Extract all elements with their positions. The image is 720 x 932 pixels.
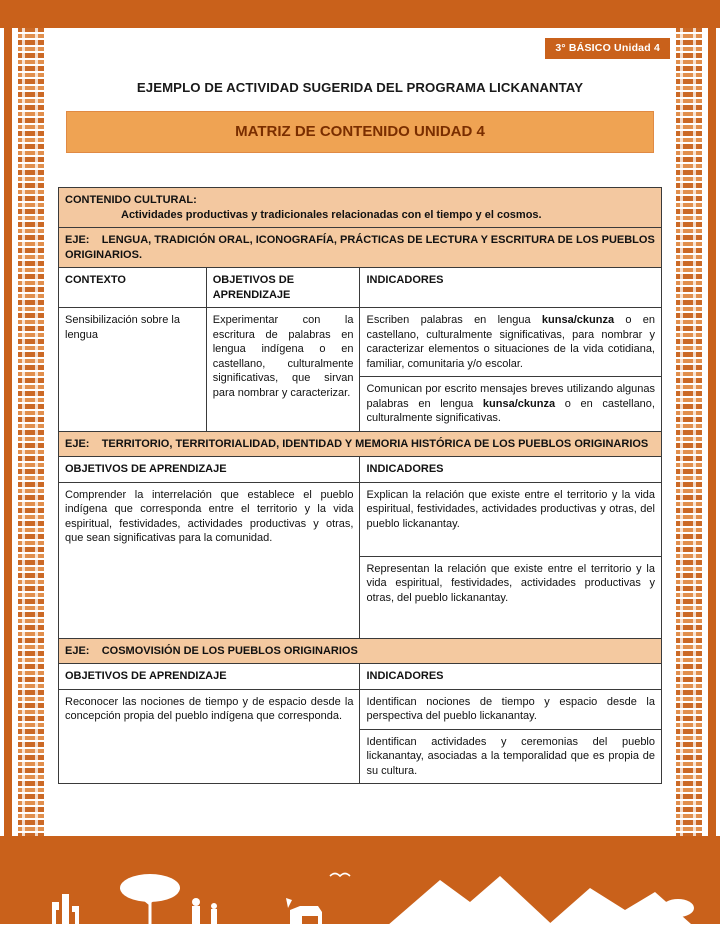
cell-indicador-3-1: Identifican nociones de tiempo y espacio desde la perspectiva del pueblo lickanantay. [360,689,662,729]
footer-landscape [0,836,720,932]
table-row [59,228,662,268]
table-row [59,482,662,556]
cell-indicador-3-2: Identifican actividades y ceremonias del pueblo lickanantay, asociadas a la temporalidad que es propia de su cultura. [360,729,662,784]
top-decorative-bar [0,0,720,28]
table-row [59,638,662,664]
eje-title-3: COSMOVISIÓN DE LOS PUEBLOS ORIGINARIOS [101,644,358,657]
table-row [59,457,662,483]
column-header-objetivos-2: OBJETIVOS DE APRENDIZAJE [59,457,360,483]
eje-row-3 [59,638,662,664]
table-row [59,268,662,308]
table-row [59,431,662,457]
cell-contexto-1: Sensibilización sobre la lengua [59,308,207,432]
eje-title-2: TERRITORIO, TERRITORIALIDAD, IDENTIDAD Y MEMORIA HISTÓRICA DE LOS PUEBLOS ORIGINARIOS [101,437,649,450]
cell-indicador-2-1: Explican la relación que existe entre el territorio y la vida espiritual, festividades, actividades productivas y otras, del pueblo lickanantay. [360,482,662,556]
eje-title-1: LENGUA, TRADICIÓN ORAL, ICONOGRAFÍA, PRÁCTICAS DE LECTURA Y ESCRITURA DE LOS PUEBLOS ORIGINARIOS. [65,234,655,261]
table-row [59,308,662,377]
left-ornament-overlay [18,28,44,838]
table-row [59,664,662,690]
left-edge-strip [4,28,12,838]
eje-label-1: EJE: [65,234,90,247]
content-matrix-table [58,187,662,784]
cell-indicador-1-2: Comunican por escrito mensajes breves utilizando algunas palabras en lengua kunsa/ckunza o en castellano, culturalmente significativas. [360,377,662,432]
matrix-title: MATRIZ DE CONTENIDO UNIDAD 4 [66,111,654,153]
column-header-indicadores-1: INDICADORES [360,268,662,308]
column-header-indicadores-3: INDICADORES [360,664,662,690]
column-header-objetivos-1: OBJETIVOS DE APRENDIZAJE [206,268,360,308]
cell-objetivo-3: Reconocer las nociones de tiempo y de espacio desde la concepción propia del pueblo indígena que corresponda. [59,689,360,784]
contenido-cultural-value: Actividades productivas y tradicionales relacionadas con el tiempo y el cosmos. [121,208,542,221]
eje-label-2: EJE: [65,437,90,450]
cell-objetivo-2: Comprender la interrelación que establece el pueblo indígena que corresponda entre el territorio y la vida espiritual, festividades, actividades productivas y otras, que sean significativas para la comunidad. [59,482,360,638]
landscape-silhouette-icon [0,836,720,932]
cell-indicador-2-2: Representan la relación que existe entre el territorio y la vida espiritual, festividades, actividades productivas y otras, del pueblo lickanantay. [360,556,662,638]
column-header-indicadores-2: INDICADORES [360,457,662,483]
right-ornament-band [676,28,702,838]
table-row [59,188,662,228]
contenido-cultural-cell [59,188,662,228]
document-content [58,60,662,784]
contenido-cultural-label: CONTENIDO CULTURAL: [65,194,197,206]
cell-indicador-1-1: Escriben palabras en lengua kunsa/ckunza o en castellano, culturalmente significativas, para nombrar y caracterizar elementos o situaciones de la vida cotidiana, familiar, comunitaria y/o escolar. [360,308,662,377]
eje-label-3: EJE: [65,644,90,657]
column-header-contexto: CONTEXTO [59,268,207,308]
eje-row-2 [59,431,662,457]
left-ornament-band [18,28,44,838]
unit-badge: 3° BÁSICO Unidad 4 [545,38,670,59]
column-header-objetivos-3: OBJETIVOS DE APRENDIZAJE [59,664,360,690]
cell-objetivo-1: Experimentar con la escritura de palabras en lengua indígena o en castellano, culturalmente significativas, que sirvan para nombrar y caracterizar. [206,308,360,432]
page-title: EJEMPLO DE ACTIVIDAD SUGERIDA DEL PROGRAMA LICKANANTAY [136,80,584,95]
top-bar-inner [0,0,720,28]
eje-row-1 [59,228,662,268]
table-row [59,689,662,729]
right-edge-strip [708,28,716,838]
right-ornament-overlay [676,28,702,838]
